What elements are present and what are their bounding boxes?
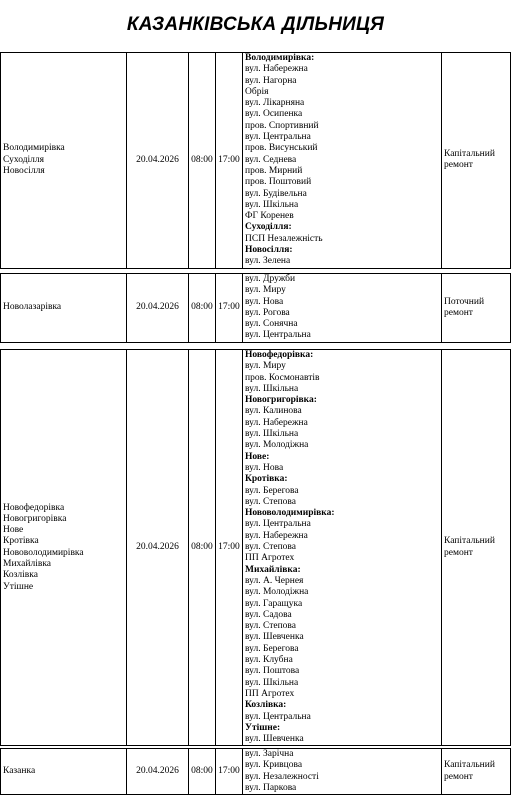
settlement-heading: Нововолодимирівка: bbox=[245, 508, 335, 519]
settlement-name: Новофедорівка bbox=[3, 502, 65, 513]
settlement-heading: Утішне: bbox=[245, 722, 281, 733]
street-name: вул. Рогова bbox=[245, 307, 290, 318]
street-name: ФГ Коренев bbox=[245, 211, 294, 222]
street-name: вул. Кривцова bbox=[245, 760, 303, 771]
table-row bbox=[1, 749, 511, 795]
street-name: вул. Центральна bbox=[245, 330, 311, 341]
settlement-name: Володимирівка bbox=[3, 143, 65, 154]
settlements-cell bbox=[1, 274, 127, 343]
end-time-cell: 17:00 bbox=[216, 350, 243, 746]
date-cell: 20.04.2026 bbox=[127, 53, 189, 269]
settlement-heading: Нове: bbox=[245, 451, 270, 462]
streets-cell bbox=[243, 350, 442, 746]
street-name: вул. Степова bbox=[245, 496, 296, 507]
street-name: вул. Калинова bbox=[245, 406, 302, 417]
settlement-heading: Кротівка: bbox=[245, 474, 288, 485]
street-name: вул. Молодіжна bbox=[245, 587, 309, 598]
settlement-heading: Новосілля: bbox=[245, 245, 293, 256]
settlement-heading: Козлівка: bbox=[245, 700, 287, 711]
end-time-cell: 17:00 bbox=[216, 53, 243, 269]
work-type-cell: Капітальний ремонт bbox=[442, 749, 511, 795]
street-name: вул. Берегова bbox=[245, 643, 299, 654]
settlement-name: Кротівка bbox=[3, 536, 39, 547]
street-name: вул. Клубна bbox=[245, 655, 293, 666]
street-name: вул. Шкільна bbox=[245, 383, 299, 394]
date-cell: 20.04.2026 bbox=[127, 749, 189, 795]
street-name: пров. Космонавтів bbox=[245, 372, 320, 383]
settlement-name: Казанка bbox=[3, 765, 36, 776]
street-name: вул. Нова bbox=[245, 296, 284, 307]
street-name: вул. Дружби bbox=[245, 274, 296, 284]
street-name: вул. Шевченка bbox=[245, 632, 304, 643]
street-name: вул. Центральна bbox=[245, 519, 311, 530]
settlements-cell bbox=[1, 53, 127, 269]
street-name: вул. Сонячна bbox=[245, 319, 298, 330]
start-time-cell: 08:00 bbox=[189, 749, 216, 795]
street-name: вул. Гаращука bbox=[245, 598, 303, 609]
settlement-heading: Михайлівка: bbox=[245, 564, 301, 575]
table-row bbox=[1, 350, 511, 746]
street-name: вул. Шевченка bbox=[245, 734, 304, 745]
work-type-cell: Поточний ремонт bbox=[442, 274, 511, 343]
settlement-heading: Новофедорівка: bbox=[245, 350, 314, 360]
street-name: пров. Висунський bbox=[245, 143, 318, 154]
table-row bbox=[1, 53, 511, 269]
settlements-cell bbox=[1, 350, 127, 746]
page-title: КАЗАНКІВСЬКА ДІЛЬНИЦЯ bbox=[126, 14, 385, 35]
street-name: вул. Степова bbox=[245, 621, 296, 632]
street-name: вул. Незалежності bbox=[245, 771, 319, 782]
work-type-cell: Капітальний ремонт bbox=[442, 53, 511, 269]
streets-cell bbox=[243, 53, 442, 269]
settlement-name: Новогригорівка bbox=[3, 513, 67, 524]
street-name: пров. Мирний bbox=[245, 165, 303, 176]
start-time-cell: 08:00 bbox=[189, 53, 216, 269]
settlement-name: Новолазарівка bbox=[3, 302, 62, 313]
settlement-name: Новосілля bbox=[3, 165, 45, 176]
street-name: ПП Агротех bbox=[245, 553, 295, 564]
street-name: вул. А. Чернея bbox=[245, 575, 304, 586]
street-name: вул. Осипенка bbox=[245, 109, 303, 120]
street-name: пров. Спортивний bbox=[245, 120, 319, 131]
schedule-block bbox=[0, 273, 511, 343]
work-type-cell: Капітальний ремонт bbox=[442, 350, 511, 746]
date-cell: 20.04.2026 bbox=[127, 350, 189, 746]
schedule-block bbox=[0, 748, 511, 795]
street-name: вул. Зарічна bbox=[245, 749, 294, 759]
end-time-cell: 17:00 bbox=[216, 274, 243, 343]
settlement-name: Нововолодимирівка bbox=[3, 547, 84, 558]
street-name: вул. Берегова bbox=[245, 485, 299, 496]
settlements-cell bbox=[1, 749, 127, 795]
start-time-cell: 08:00 bbox=[189, 350, 216, 746]
street-name: вул. Набережна bbox=[245, 417, 308, 428]
schedule-block bbox=[0, 52, 511, 269]
street-name: вул. Паркова bbox=[245, 782, 297, 793]
street-name: вул. Садова bbox=[245, 609, 292, 620]
schedule-block bbox=[0, 349, 511, 746]
street-name: вул. Нова bbox=[245, 462, 284, 473]
street-name: вул. Поштова bbox=[245, 666, 300, 677]
street-name: ПСП Незалежність bbox=[245, 233, 323, 244]
settlement-heading: Суходілля: bbox=[245, 222, 292, 233]
settlement-name: Козлівка bbox=[3, 570, 38, 581]
street-name: вул. Миру bbox=[245, 361, 286, 372]
street-name: вул. Шкільна bbox=[245, 677, 299, 688]
settlement-name: Суходілля bbox=[3, 154, 45, 165]
street-name: вул. Центральна bbox=[245, 711, 311, 722]
start-time-cell: 08:00 bbox=[189, 274, 216, 343]
street-name: вул. Степова bbox=[245, 542, 296, 553]
street-name: вул. Набережна bbox=[245, 64, 308, 75]
streets-cell bbox=[243, 274, 442, 343]
street-name: вул. Будівельна bbox=[245, 188, 307, 199]
streets-cell bbox=[243, 749, 442, 795]
street-name: вул. Зелена bbox=[245, 256, 291, 267]
street-name: вул. Молодіжна bbox=[245, 440, 309, 451]
end-time-cell: 17:00 bbox=[216, 749, 243, 795]
street-name: вул. Центральна bbox=[245, 132, 311, 143]
street-name: Обрія bbox=[245, 86, 269, 97]
street-name: вул. Миру bbox=[245, 285, 286, 296]
street-name: вул. Нагорна bbox=[245, 75, 297, 86]
table-row bbox=[1, 274, 511, 343]
settlement-heading: Володимирівка: bbox=[245, 53, 315, 63]
street-name: вул. Лікарняна bbox=[245, 98, 305, 109]
settlement-name: Утішне bbox=[3, 581, 34, 592]
street-name: ПП Агротех bbox=[245, 688, 295, 699]
street-name: вул. Шкільна bbox=[245, 429, 299, 440]
street-name: вул. Набережна bbox=[245, 530, 308, 541]
street-name: вул. Седнева bbox=[245, 154, 297, 165]
street-name: пров. Поштовий bbox=[245, 177, 312, 188]
street-name: вул. Шкільна bbox=[245, 199, 299, 210]
settlement-heading: Новогригорівка: bbox=[245, 395, 317, 406]
date-cell: 20.04.2026 bbox=[127, 274, 189, 343]
settlement-name: Михайлівка bbox=[3, 558, 52, 569]
settlement-name: Нове bbox=[3, 525, 24, 536]
